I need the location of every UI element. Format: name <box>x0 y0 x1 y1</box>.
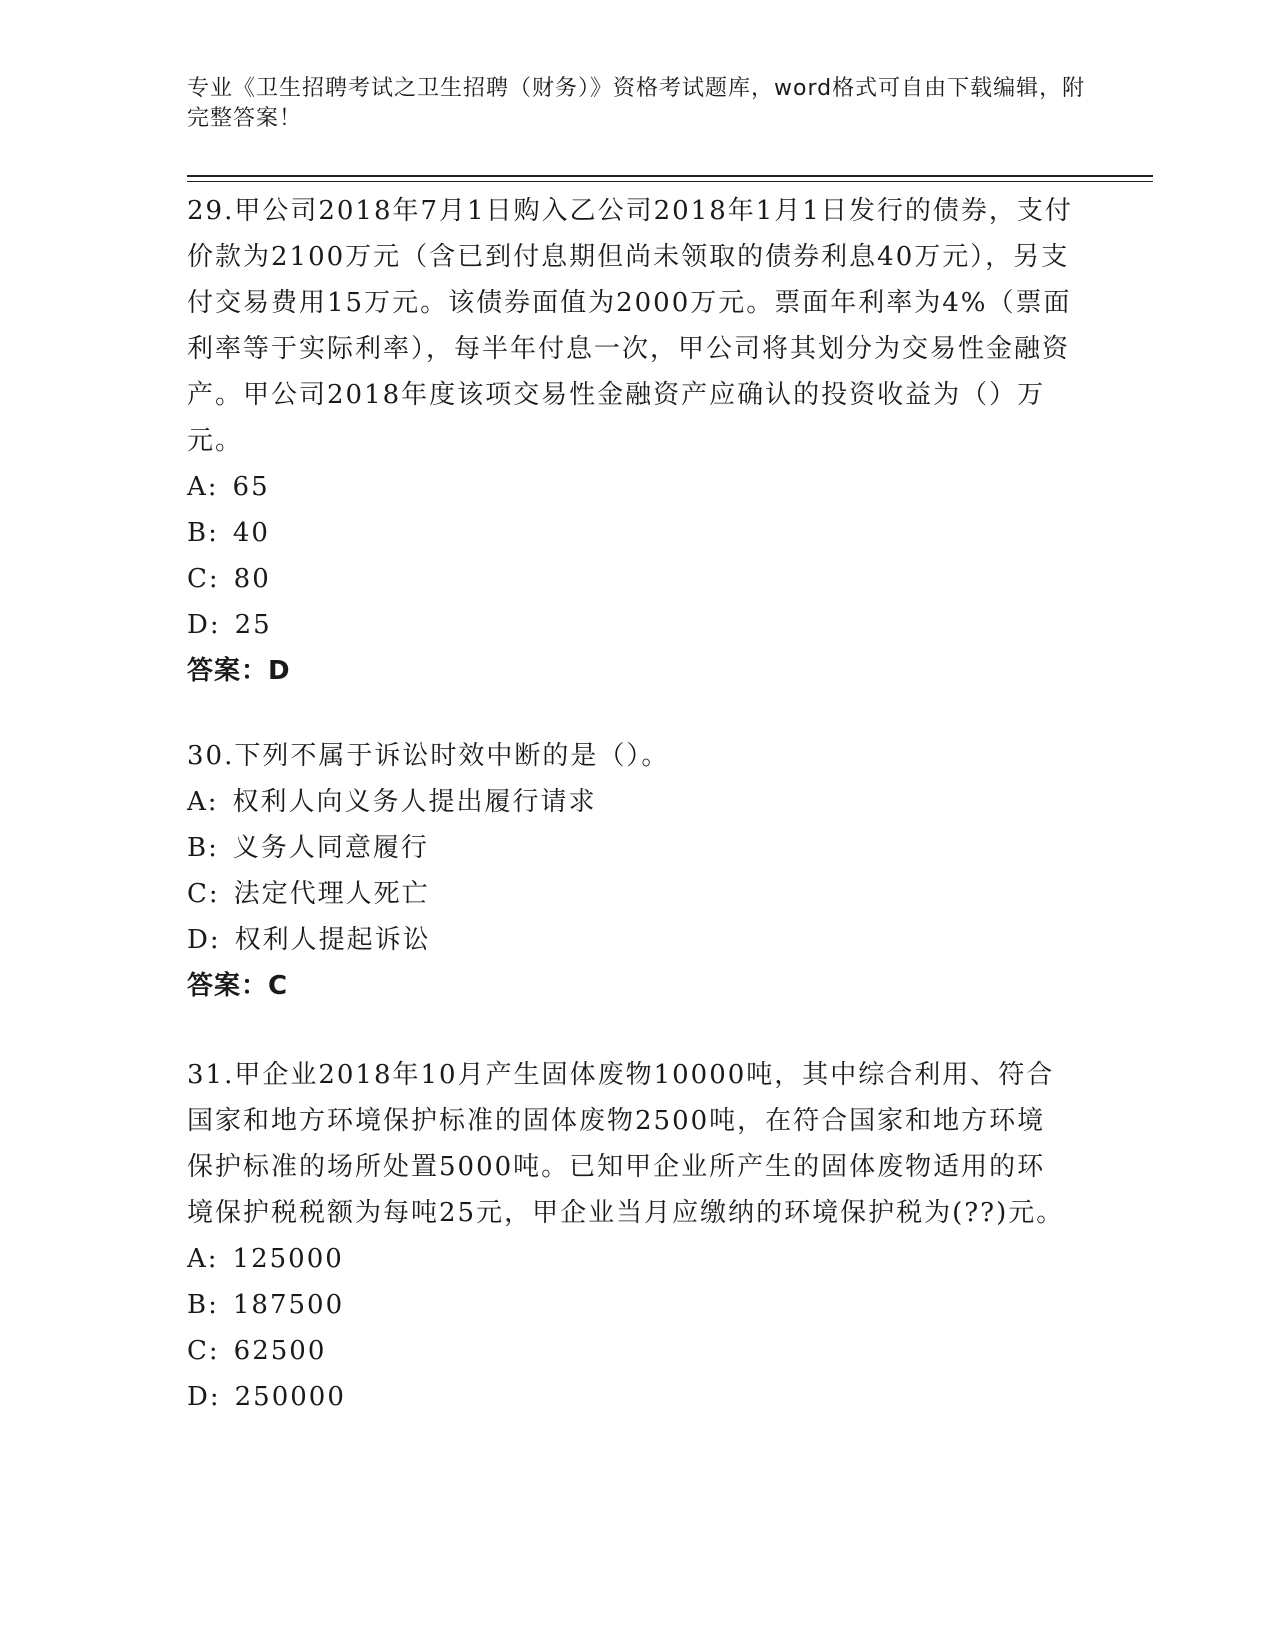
option-letter: D: <box>187 1382 221 1412</box>
option-text: 法定代理人死亡 <box>233 879 430 909</box>
option-a <box>187 779 1073 825</box>
option-b <box>187 825 1073 871</box>
option-text: 250000 <box>234 1382 346 1412</box>
option-letter: B: <box>187 833 219 863</box>
option-c <box>187 1328 1073 1374</box>
option-d <box>187 1374 1073 1420</box>
option-letter: C: <box>187 879 220 909</box>
option-d <box>187 602 1073 648</box>
document-header: 专业《卫生招聘考试之卫生招聘（财务）》资格考试题库，word格式可自由下载编辑，附完整答案！ <box>187 76 1086 131</box>
option-text: 125000 <box>232 1244 344 1274</box>
option-letter: B: <box>187 518 219 548</box>
option-c <box>187 556 1073 602</box>
option-text: 65 <box>232 472 270 502</box>
question-31 <box>187 1052 1073 1420</box>
option-text: 62500 <box>233 1336 327 1366</box>
question-stem: 30.下列不属于诉讼时效中断的是（）。 <box>187 741 670 771</box>
question-stem: 29.甲公司2018年7月1日购入乙公司2018年1月1日发行的债券，支付价款为2100万元（含已到付息期但尚未领取的债券利息40万元），另支付交易费用15万元。该债券面值为2000万元。票面年利率为4%（票面利率等于实际利率），每半年付息一次，甲公司将其划分为交易性金融资产。甲公司2018年度该项交易性金融资产应确认的投资收益为（）万元。 <box>187 196 1073 456</box>
answer-line: 答案：D <box>187 656 291 686</box>
option-a <box>187 1236 1073 1282</box>
option-letter: D: <box>187 925 221 955</box>
option-c <box>187 871 1073 917</box>
option-text: 40 <box>232 518 270 548</box>
option-text: 权利人向义务人提出履行请求 <box>232 787 597 817</box>
option-letter: C: <box>187 1336 220 1366</box>
option-b <box>187 510 1073 556</box>
option-letter: A: <box>187 787 219 817</box>
option-text: 187500 <box>232 1290 345 1320</box>
option-text: 80 <box>233 564 271 594</box>
question-29 <box>187 188 1073 694</box>
option-b <box>187 1282 1073 1328</box>
question-stem: 31.甲企业2018年10月产生固体废物10000吨，其中综合利用、符合国家和地方环境保护标准的固体废物2500吨，在符合国家和地方环境保护标准的场所处置5000吨。已知甲企业所产生的固体废物适用的环境保护税税额为每吨25元，甲企业当月应缴纳的环境保护税为(??)元。 <box>187 1060 1065 1228</box>
option-letter: B: <box>187 1290 219 1320</box>
option-letter: A: <box>187 472 219 502</box>
option-a <box>187 464 1073 510</box>
header-divider-thick <box>187 175 1153 177</box>
option-letter: D: <box>187 610 221 640</box>
option-text: 25 <box>234 610 272 640</box>
option-d <box>187 917 1073 963</box>
option-text: 权利人提起诉讼 <box>234 925 431 955</box>
question-30 <box>187 733 1073 1009</box>
option-letter: A: <box>187 1244 219 1274</box>
answer-line: 答案：C <box>187 971 289 1001</box>
option-letter: C: <box>187 564 220 594</box>
header-divider-thin <box>187 181 1153 182</box>
option-text: 义务人同意履行 <box>232 833 429 863</box>
